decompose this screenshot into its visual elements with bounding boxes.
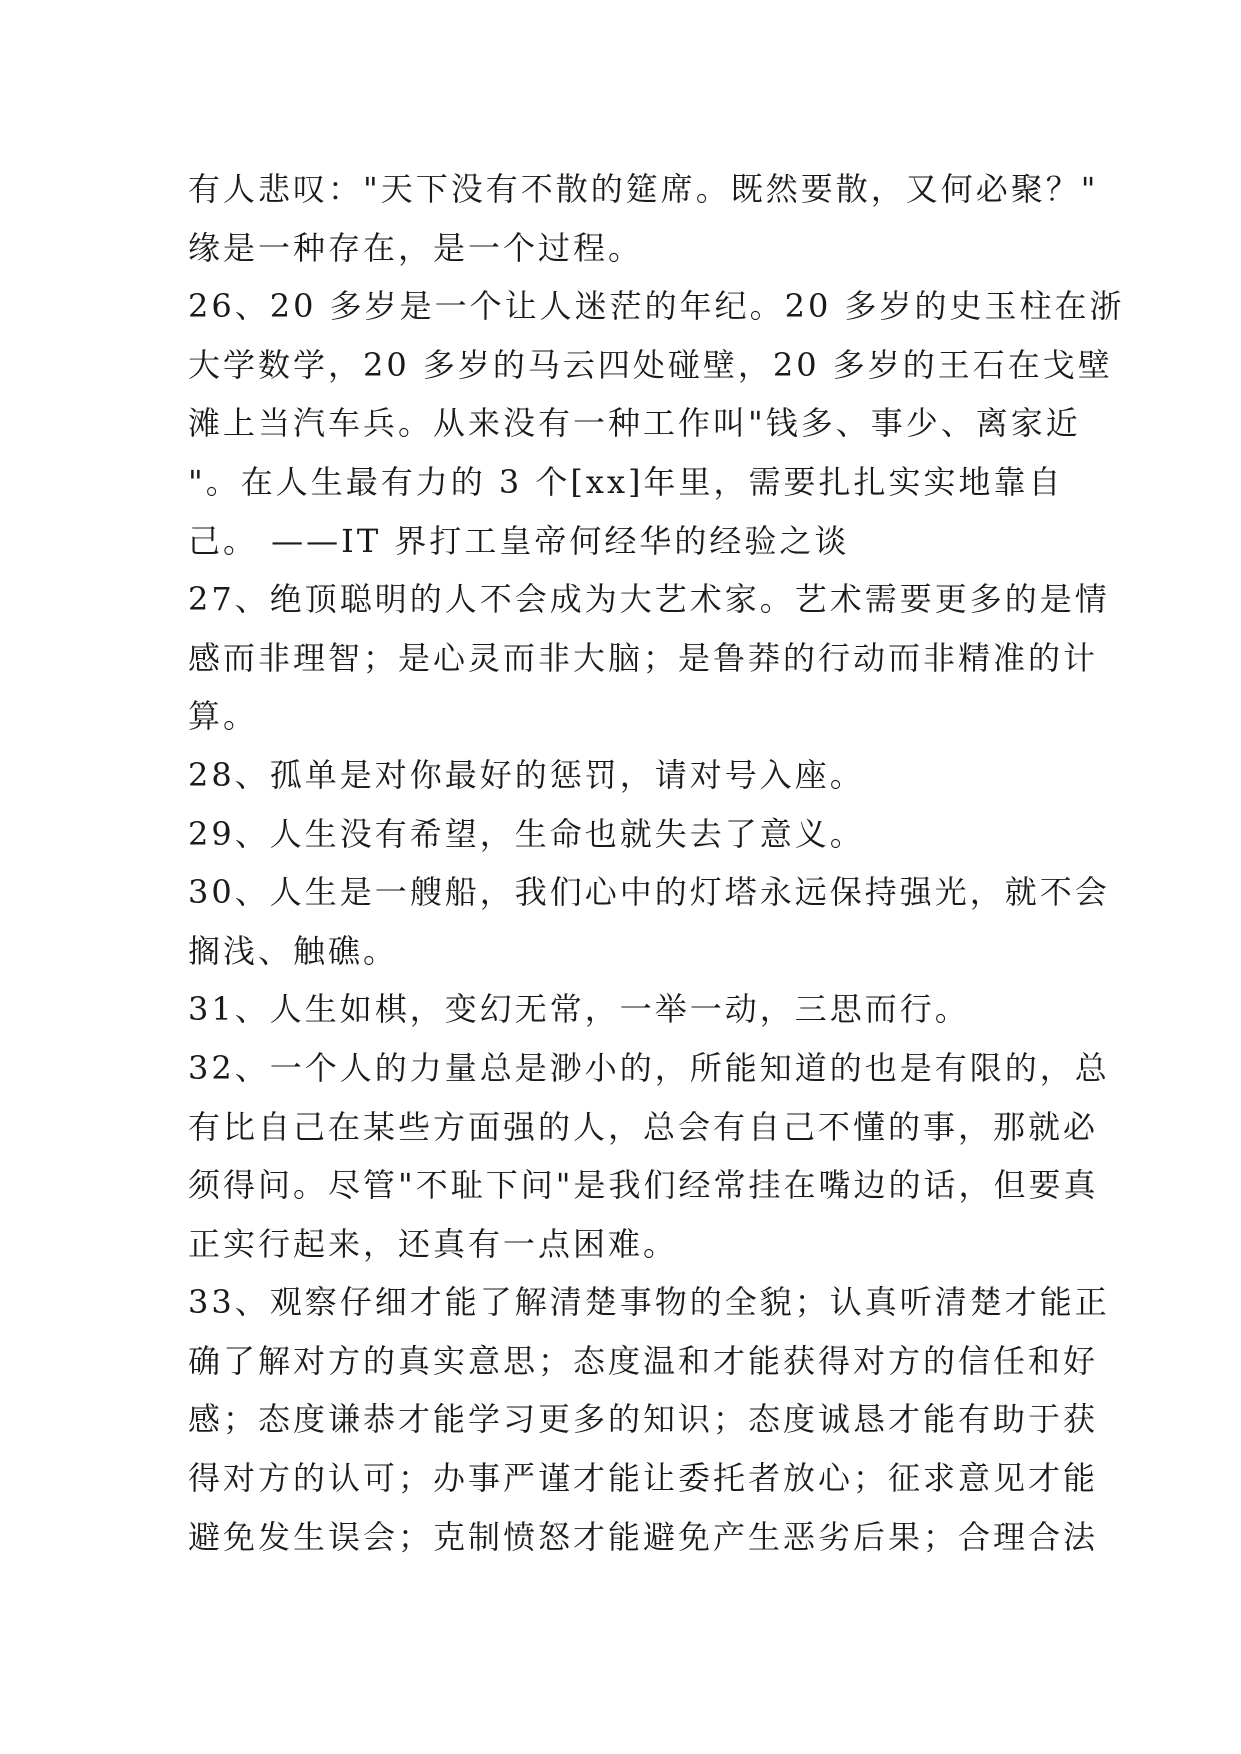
- text-line: 30、人生是一艘船，我们心中的灯塔永远保持强光，就不会: [188, 873, 1110, 912]
- text-line: 避免发生误会；克制愤怒才能避免产生恶劣后果；合理合法: [188, 1517, 1099, 1556]
- text-line: 大学数学，20 多岁的马云四处碰壁，20 多岁的王石在戈壁: [188, 345, 1113, 384]
- text-line: 31、人生如棋，变幻无常，一举一动，三思而行。: [188, 990, 970, 1029]
- text-line: 缘是一种存在，是一个过程。: [188, 228, 644, 267]
- text-line: 感；态度谦恭才能学习更多的知识；态度诚恳才能有助于获: [188, 1400, 1099, 1439]
- body-text: [188, 160, 1125, 1566]
- text-line: 搁浅、触礁。: [188, 931, 399, 970]
- text-line: 29、人生没有希望，生命也就失去了意义。: [188, 814, 865, 853]
- text-line: 28、孤单是对你最好的惩罚，请对号入座。: [188, 755, 865, 794]
- text-line: 正实行起来，还真有一点困难。: [188, 1224, 679, 1263]
- text-line: 27、绝顶聪明的人不会成为大艺术家。艺术需要更多的是情: [188, 580, 1110, 619]
- text-line: 算。: [188, 697, 259, 736]
- text-line: "。在人生最有力的 3 个[xx]年里，需要扎扎实实地靠自: [188, 462, 1064, 501]
- text-line: 32、一个人的力量总是渺小的，所能知道的也是有限的，总: [188, 1048, 1110, 1087]
- text-line: 33、观察仔细才能了解清楚事物的全貌；认真听清楚才能正: [188, 1283, 1110, 1322]
- text-line: 26、20 多岁是一个让人迷茫的年纪。20 多岁的史玉柱在浙: [188, 287, 1125, 326]
- text-line: 感而非理智；是心灵而非大脑；是鲁莽的行动而非精准的计: [188, 638, 1099, 677]
- text-line: 确了解对方的真实意思；态度温和才能获得对方的信任和好: [188, 1341, 1099, 1380]
- text-line: 有人悲叹："天下没有不散的筵席。既然要散，又何必聚？": [188, 170, 1099, 208]
- text-line: 滩上当汽车兵。从来没有一种工作叫"钱多、事少、离家近: [188, 404, 1081, 443]
- text-line: 己。 ——IT 界打工皇帝何经华的经验之谈: [188, 521, 850, 560]
- text-line: 须得问。尽管"不耻下问"是我们经常挂在嘴边的话，但要真: [188, 1166, 1099, 1205]
- text-line: 得对方的认可；办事严谨才能让委托者放心；征求意见才能: [188, 1459, 1099, 1498]
- text-line: 有比自己在某些方面强的人，总会有自己不懂的事，那就必: [188, 1107, 1099, 1146]
